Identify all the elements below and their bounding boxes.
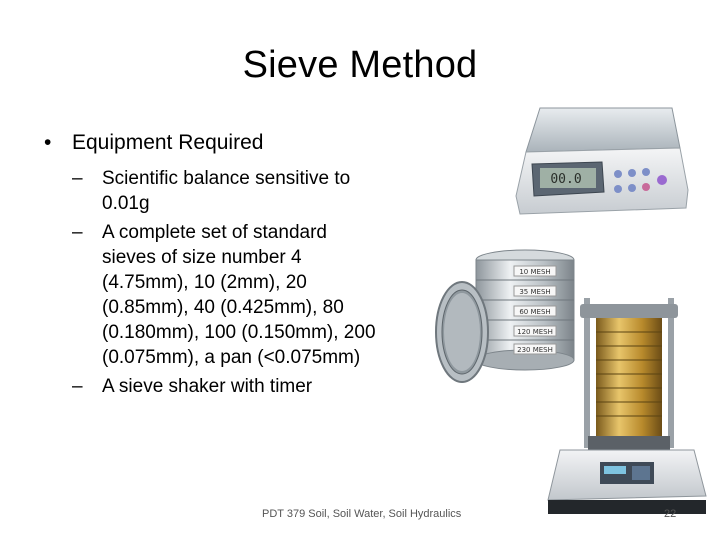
sieve-label: 230 MESH (517, 346, 553, 354)
sieve-label: 120 MESH (517, 328, 553, 336)
sub-bullet-shaker (44, 374, 384, 399)
footer-text: PDT 379 Soil, Soil Water, Soil Hydraulics (262, 508, 462, 520)
page-number: 22 (664, 508, 677, 520)
sub-bullet-balance (44, 166, 384, 216)
sieve-shaker-image (540, 290, 712, 526)
bullet-equipment-required (44, 128, 384, 158)
dash-marker: – (72, 168, 83, 189)
balance-display: 00.0 (550, 172, 582, 187)
dash-marker: – (72, 222, 83, 243)
bullet-list (44, 128, 384, 403)
balance-image (506, 92, 692, 222)
bullet-marker: • (44, 131, 52, 154)
bullet-text: Equipment Required (72, 131, 264, 154)
slide-title: Sieve Method (242, 44, 478, 86)
sub-bullet-text: Scientific balance sensitive to 0.01g (102, 168, 351, 214)
sieve-label: 60 MESH (519, 308, 551, 316)
dash-marker: – (72, 376, 83, 397)
sub-bullet-sieves (44, 220, 384, 370)
sub-bullet-text: A complete set of standard sieves of size number 4 (4.75mm), 10 (2mm), 20 (0.85mm), 40 (0.425mm), 80 (0.180mm), 100 (0.150mm), 200 (0.075mm), a pan (<0.075mm) (102, 222, 376, 368)
sieve-label: 10 MESH (519, 268, 551, 276)
sieve-label: 35 MESH (519, 288, 551, 296)
sub-bullet-list (44, 166, 384, 399)
sub-bullet-text: A sieve shaker with timer (102, 376, 313, 397)
